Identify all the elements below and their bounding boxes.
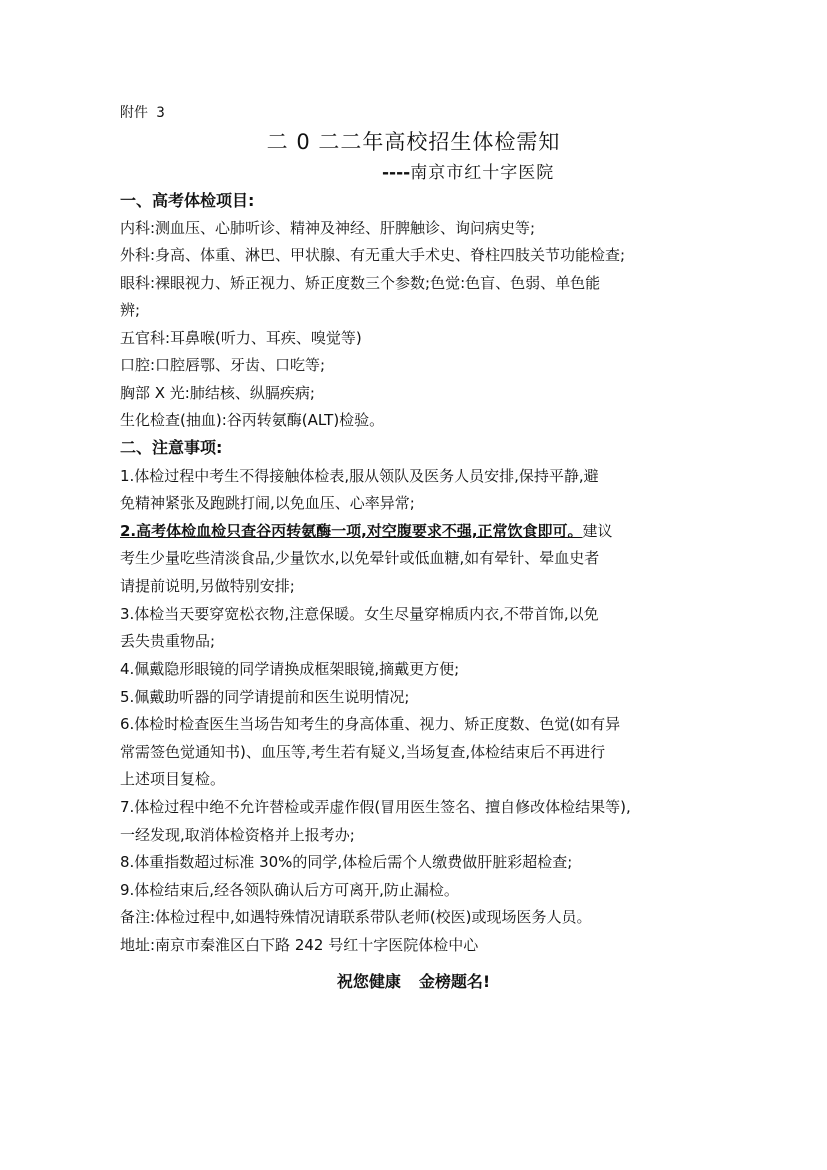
- notice-line-3-rest: 建议: [582, 522, 613, 540]
- notice-line-4: 考生少量吃些清淡食品,少量饮水,以免晕针或低血糖,如有晕针、晕血史者: [120, 549, 600, 567]
- remark-line: 备注:体检过程中,如遇特殊情况请联系带队老师(校医)或现场医务人员。: [120, 908, 592, 926]
- closing-wish: [0, 969, 827, 992]
- section1-heading: 一、高考体检项目:: [120, 191, 255, 210]
- closing-wish-a: 祝您健康: [336, 972, 401, 991]
- notice-line-2: 免精神紧张及跑跳打闹,以免血压、心率异常;: [120, 494, 415, 512]
- page-title: 二 0 二二年高校招生体检需知: [266, 130, 561, 154]
- notice-line-13: 7.体检过程中绝不允许替检或弄虚作假(冒用医生签名、擅自修改体检结果等),: [120, 798, 631, 816]
- address-line: 地址:南京市秦淮区白下路 242 号红十字医院体检中心: [120, 936, 479, 954]
- notice-line-14: 一经发现,取消体检资格并上报考办;: [120, 826, 355, 844]
- notice-line-6: 3.体检当天要穿宽松衣物,注意保暖。女生尽量穿棉质内衣,不带首饰,以免: [120, 605, 599, 623]
- subtitle-text: 南京市红十字医院: [410, 163, 555, 183]
- notice-line-10: 6.体检时检查医生当场告知考生的身高体重、视力、矫正度数、色觉(如有异: [120, 715, 621, 733]
- notice-line-1: 1.体检过程中考生不得接触体检表,服从领队及医务人员安排,保持平静,避: [120, 467, 599, 485]
- attachment-label: 附件 3: [120, 105, 165, 121]
- exam-item-eye-cont: 辨;: [120, 301, 141, 319]
- notice-line-8: 4.佩戴隐形眼镜的同学请换成框架眼镜,摘戴更方便;: [120, 660, 460, 678]
- notice-line-9: 5.佩戴助听器的同学请提前和医生说明情况;: [120, 688, 410, 706]
- notice-line-15: 8.体重指数超过标准 30%的同学,体检后需个人缴费做肝脏彩超检查;: [120, 853, 573, 871]
- exam-item-xray: 胸部 X 光:肺结核、纵膈疾病;: [120, 384, 315, 402]
- page-subtitle: [382, 158, 554, 183]
- exam-item-surgery: 外科:身高、体重、淋巴、甲状腺、有无重大手术史、脊柱四肢关节功能检查;: [120, 246, 626, 264]
- exam-item-internal: 内科:测血压、心肺听诊、精神及神经、肝脾触诊、询问病史等;: [120, 219, 536, 237]
- notice-line-12: 上述项目复检。: [120, 770, 226, 788]
- subtitle-dash: ----: [382, 163, 411, 183]
- closing-wish-b: 金榜题名!: [418, 972, 491, 991]
- notice-line-3: [120, 521, 720, 541]
- section2-heading: 二、注意事项:: [120, 438, 223, 457]
- notice-line-7: 丢失贵重物品;: [120, 632, 216, 650]
- exam-item-ent: 五官科:耳鼻喉(听力、耳疾、嗅觉等): [120, 329, 362, 347]
- exam-item-blood: 生化检查(抽血):谷丙转氨酶(ALT)检验。: [120, 411, 385, 429]
- exam-item-eye: 眼科:裸眼视力、矫正视力、矫正度数三个参数;色觉:色盲、色弱、单色能: [120, 274, 601, 292]
- notice-bold-emphasis: 2.高考体检血检只查谷丙转氨酶一项,对空腹要求不强,正常饮食即可。: [120, 522, 583, 540]
- exam-item-oral: 口腔:口腔唇鄂、牙齿、口吃等;: [120, 356, 326, 374]
- notice-line-16: 9.体检结束后,经各领队确认后方可离开,防止漏检。: [120, 881, 459, 899]
- notice-line-11: 常需签色觉通知书)、血压等,考生若有疑义,当场复查,体检结束后不再进行: [120, 743, 606, 761]
- notice-line-5: 请提前说明,另做特别安排;: [120, 577, 295, 595]
